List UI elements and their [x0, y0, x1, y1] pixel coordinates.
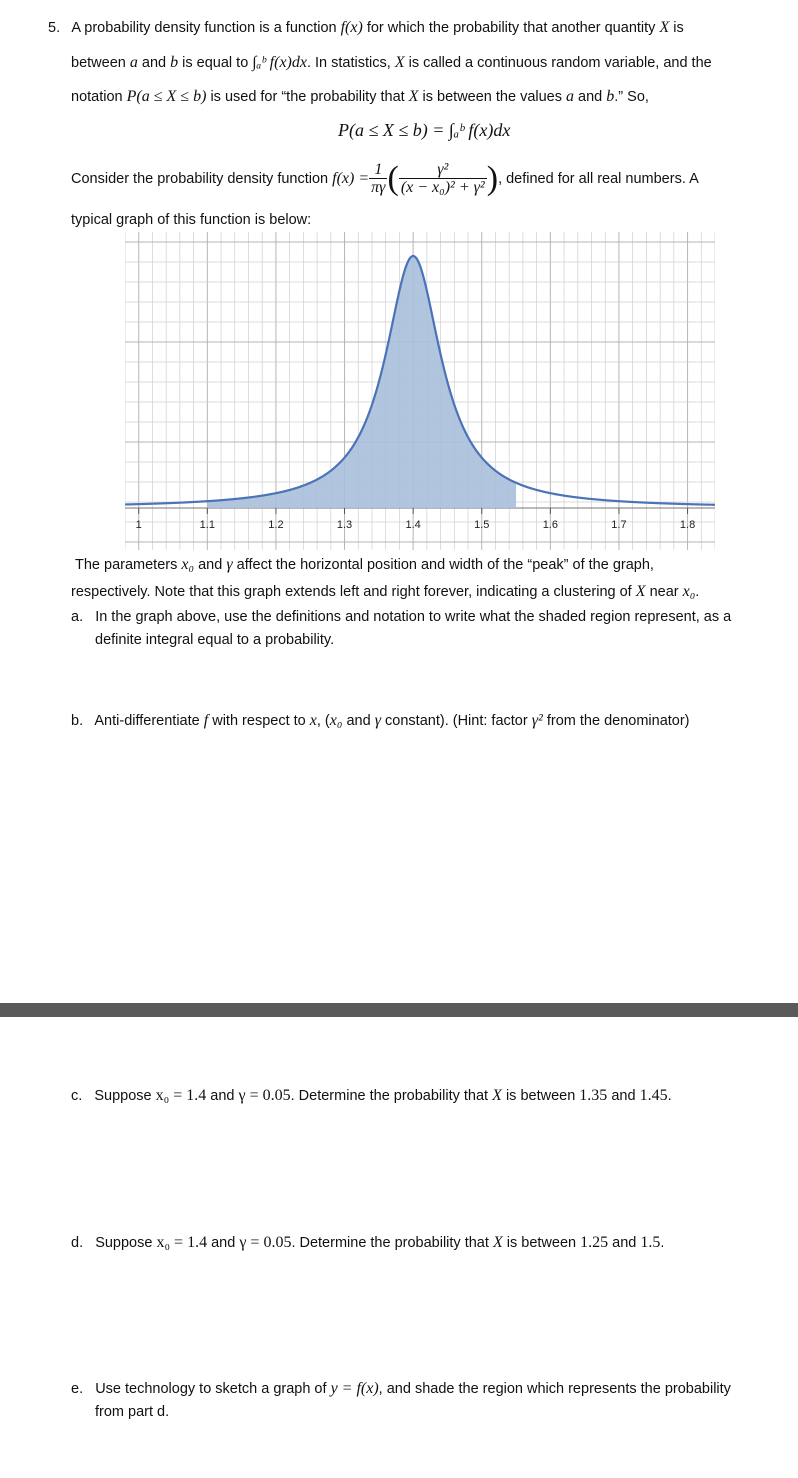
pdf-graph — [125, 232, 715, 550]
part-d: d. Suppose x₀ = 1.4 and γ = 0.05. Determine the probability that X is between 1.25 and 1.5. — [71, 1234, 665, 1251]
typical-graph-caption: typical graph of this function is below: — [71, 212, 312, 228]
part-e-label: e. — [71, 1381, 84, 1397]
part-c: c. Suppose x₀ = 1.4 and γ = 0.05. Determine the probability that X is between 1.35 and 1.45. — [71, 1087, 672, 1104]
x-tick-label: 1.4 — [405, 519, 421, 531]
part-b-label: b. — [71, 713, 84, 729]
part-d-label: d. — [71, 1235, 84, 1251]
x-tick-label: 1 — [135, 519, 142, 531]
x-tick-label: 1.1 — [199, 519, 215, 531]
problem-number: 5. — [48, 20, 61, 36]
part-a: a. In the graph above, use the definitions and notation to write what the shaded region represent, as a — [71, 609, 732, 625]
part-c-label: c. — [71, 1088, 83, 1104]
x-axis-ticks — [136, 508, 696, 531]
x-tick-label: 1.2 — [268, 519, 284, 531]
x-tick-label: 1.3 — [336, 519, 353, 531]
pdf-definition: Consider the probability density function f(x) = $\frac{1}{\pi\gamma}$ ( $\frac{\text{γ²}}{\text{(x − x₀)² + γ²}}$ ) , defined for all real numbers. A — [71, 160, 699, 197]
fraction-gamma-over-denominator: $\frac{\text{γ²}}{\text{(x − x₀)² + γ²}}$ — [400, 161, 485, 196]
part-e: e. Use technology to sketch a graph of y = f(x), and shade the region which represents the probability — [71, 1380, 731, 1397]
problem-line-2: between a and b is equal to ∫ₐᵇ f(x)dx. In statistics, X is called a continuous random variable, and the — [71, 54, 712, 71]
x-tick-label: 1.8 — [679, 519, 696, 531]
part-e-line-2: from part d. — [95, 1404, 170, 1420]
part-a-line-2: definite integral equal to a probability. — [95, 632, 335, 648]
part-a-label: a. — [71, 609, 84, 625]
parameters-text-2: respectively. Note that this graph extends left and right forever, indicating a clustering of X near x₀. — [71, 583, 700, 600]
problem-line-3: notation P(a ≤ X ≤ b) is used for “the probability that X is between the values a and b.” So, — [71, 88, 649, 105]
part-b: b. Anti-differentiate f with respect to x, (x₀ and γ constant). (Hint: factor γ² from the denominator) — [71, 712, 690, 729]
fraction-one-over-pigamma: $\frac{1}{\pi\gamma}$ — [371, 161, 386, 196]
problem-intro: 5. A probability density function is a function f(x) for which the probability that another quantity X is — [48, 19, 684, 36]
x-tick-label: 1.5 — [474, 519, 490, 531]
x-tick-label: 1.7 — [611, 519, 627, 531]
page-divider — [0, 1003, 798, 1017]
x-tick-label: 1.6 — [542, 519, 558, 531]
parameters-text-1: The parameters x₀ and γ affect the horizontal position and width of the “peak” of the graph, — [75, 556, 654, 573]
display-equation: P(a ≤ X ≤ b) = ∫ₐᵇ f(x)dx — [338, 120, 511, 140]
